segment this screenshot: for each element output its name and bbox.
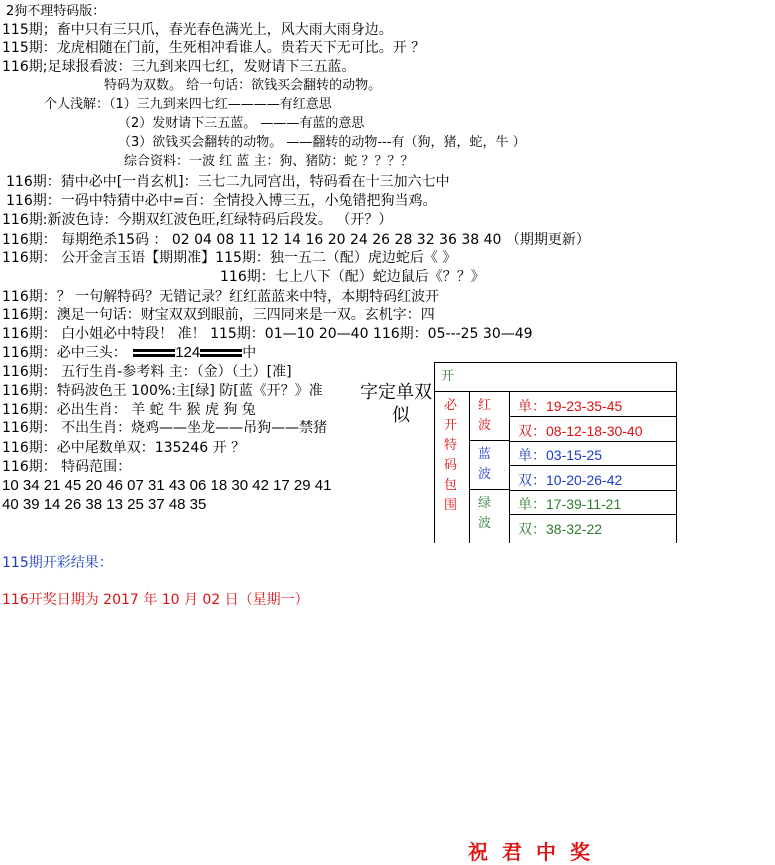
text-line: 特码为双数。 给一句话：欲钱买会翻转的动物。	[104, 78, 382, 93]
text-line: 116期：澳足一句话：财宝双双到眼前，三四同来是一双。玄机字：四	[2, 307, 435, 323]
special-code-table	[434, 362, 677, 543]
text-line: （3）欲钱买会翻转的动物。 ——翻转的动物---有（狗，猪，蛇，牛 ）	[118, 135, 526, 150]
text-line: 116期： 五行生肖-参考料 主：（金）（土）[准]	[2, 364, 292, 380]
result-line: 115期开彩结果：	[2, 555, 113, 571]
text-line: 116期;足球报看波：三九到来四七红，发财请下三五蓝。	[2, 59, 356, 75]
text-line: 116期：特码波色王 100%:主[绿] 防[蓝《开？》准	[2, 383, 323, 399]
san-tou-line	[2, 345, 256, 361]
text-line: 116期： 特码范围：	[2, 459, 132, 475]
group-blue	[470, 441, 510, 490]
number-range-line: 40 39 14 26 38 13 25 37 48 35	[2, 496, 207, 513]
text-line: 116期：猜中必中[一肖玄机]：三七二九同宫出，特码看在十三加六七中	[6, 174, 450, 190]
table-row	[510, 417, 676, 442]
text-line: 116期：必出生肖： 羊 蛇 牛 猴 虎 狗 兔	[2, 402, 256, 418]
draw-date-line: 116开奖日期为 2017 年 10 月 02 日（星期一）	[2, 592, 309, 608]
overlay-text: 字定单双	[360, 382, 432, 403]
text-line: 116期:新波色诗：今期双红波色旺,红绿特码后段发。 （开？）	[2, 212, 393, 228]
row-text: 双：08-12-18-30-40	[518, 423, 643, 439]
number-range-line: 10 34 21 45 20 46 07 31 43 06 18 30 42 17 29 41	[2, 477, 332, 494]
table-header-label: 开	[441, 369, 455, 384]
table-header	[435, 363, 676, 392]
text-line: 116期： 不出生肖：烧鸡——坐龙——吊狗——禁猪	[2, 420, 328, 436]
bar-glyph	[133, 347, 175, 359]
row-text: 单：03-15-25	[518, 447, 603, 463]
footer-greeting: 祝君中奖	[468, 840, 604, 864]
row-text: 单：19-23-35-45	[518, 398, 623, 414]
text-line: 116期： 每期绝杀15码 ： 02 04 08 11 12 14 16 20 24 26 28 32 36 38 40 （期期更新）	[2, 232, 590, 248]
group-label: 蓝波	[478, 447, 492, 482]
text-line: 116期：？ 一句解特码？无错记录？红红蓝蓝来中特，本期特码红波开	[2, 289, 440, 305]
group-label: 红波	[478, 398, 492, 433]
table-side-label: 必开特码包围	[444, 398, 458, 513]
text-line: 115期：龙虎相随在门前，生死相冲看谁人。贵若天下无可比。开 ？	[2, 40, 426, 56]
text-line: 116期：必中尾数单双：135246 开 ？	[2, 440, 246, 456]
group-label: 绿波	[478, 496, 492, 531]
row-text: 双：38-32-22	[518, 521, 603, 537]
table-side-col	[435, 392, 470, 543]
overlay-text: 似	[392, 405, 410, 426]
row-text: 单：17-39-11-21	[518, 496, 622, 512]
text-line: 116期： 公开金言玉语【期期准】115期：独一五二（配）虎边蛇后《 》	[2, 250, 457, 266]
row-text: 双：10-20-26-42	[518, 472, 623, 488]
text-line: 116期：一码中特猜中必中=百：全情投入博三五，小兔错把狗当鸡。	[6, 193, 437, 209]
text-line: 116期： 白小姐必中特段！ 准！ 115期：01—10 20—40 116期：05---25 30—49	[2, 326, 533, 342]
text-line: （2）发财请下三五蓝。 ———有蓝的意思	[118, 116, 365, 131]
group-green	[470, 490, 510, 543]
text-line: 个人浅解：（1）三九到来四七红————有红意思	[44, 97, 332, 112]
group-red	[470, 392, 510, 441]
page-title: 2狗不理特码版：	[6, 4, 106, 19]
bar-glyph	[200, 347, 242, 359]
table-row	[510, 490, 676, 515]
text-line: 综合资料：一波 红 蓝 主：狗、猪防：蛇 ？？？？	[124, 154, 414, 169]
table-row	[510, 515, 676, 539]
table-row	[510, 392, 676, 417]
table-row	[510, 466, 676, 491]
table-row	[510, 441, 676, 466]
san-tou-nums: 124	[175, 344, 201, 361]
san-tou-label: 116期：必中三头：	[2, 345, 127, 361]
text-line: 115期；畜中只有三只爪，春光春色满光上，风大雨大雨身边。	[2, 22, 393, 38]
text-line: 116期：七上八下（配）蛇边鼠后《？？》	[220, 269, 485, 285]
san-tou-end: 中	[242, 345, 257, 361]
